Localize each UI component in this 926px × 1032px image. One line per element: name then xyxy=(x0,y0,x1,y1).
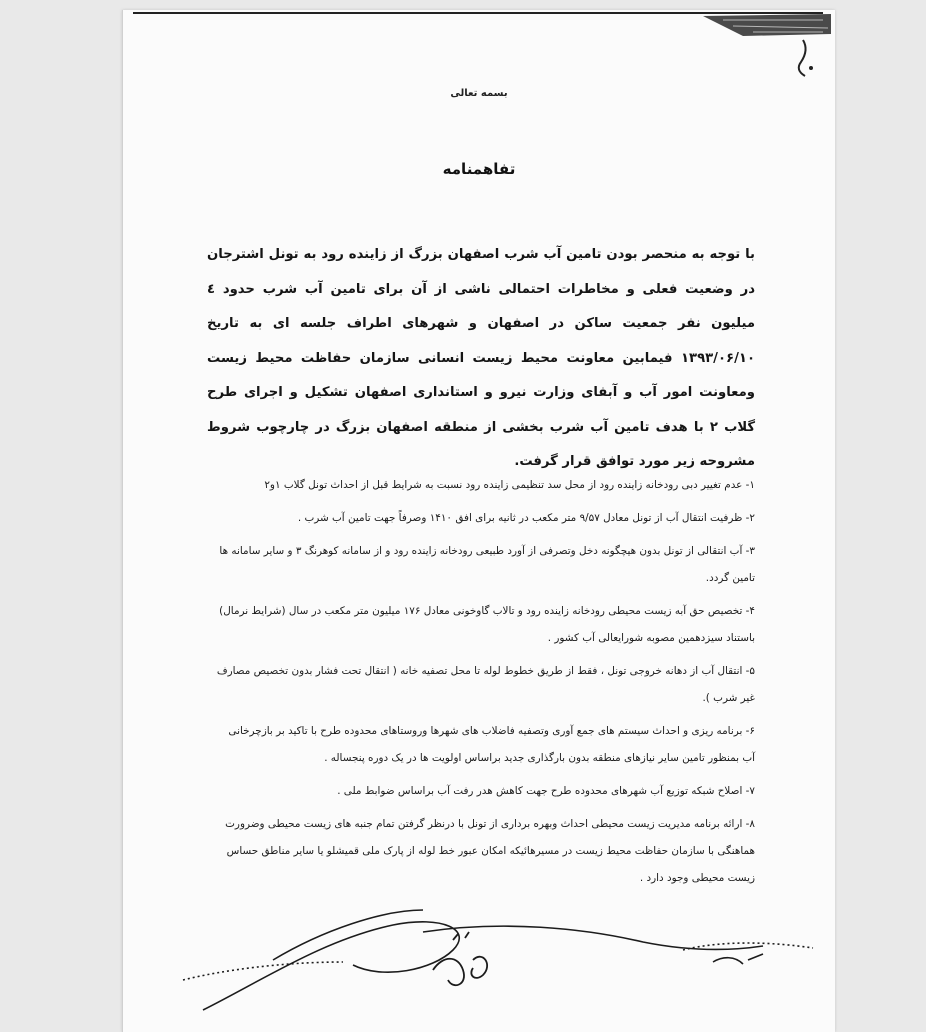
signature-left xyxy=(183,910,459,1010)
term-item-7: ۷- اصلاح شبکه توزیع آب شهرهای محدوده طرح جهت کاهش هدر رفت آب براساس ضوابط ملی . xyxy=(337,785,755,797)
term-item-6: ۶- برنامه ریزی و احداث سیستم های جمع آوری وتصفیه فاضلاب های شهرها وروستاهای محدوده طرح با تاکید بر بازچرخانی آب بمنظور تامین سایر نیازهای منطقه بدون بارگذاری جدید براساس اولویت ها در یک دوره پنجساله . xyxy=(228,725,755,764)
terms-list xyxy=(215,472,755,898)
term-item-5: ۵- انتقال آب از دهانه خروجی تونل ، فقط از طریق خطوط لوله تا محل تصفیه خانه ( انتقال تحت فشار بدون تخصیص مصارف غیر شرب ). xyxy=(216,665,755,704)
term-item-1: ۱- عدم تغییر دبی رودخانه زاینده رود از محل سد تنظیمی زاینده رود نسبت به شرایط قبل از احداث تونل گلاب ۱و۲ xyxy=(264,479,755,491)
invocation-text: بسمه تعالی xyxy=(450,88,508,99)
term-item-2: ۲- ظرفیت انتقال آب از تونل معادل ۹/۵۷ متر مکعب در ثانیه برای افق ۱۴۱۰ وصرفاً جهت تامین آب شرب . xyxy=(297,512,755,524)
document-page xyxy=(122,10,835,1032)
intro-paragraph: با توجه به منحصر بودن تامین آب شرب اصفهان بزرگ از زاینده رود به تونل اشترجان در وضعیت فعلی و مخاطرات احتمالی ناشی از آن برای تامین آب شرب حدود ٤ میلیون نفر جمعیت ساکن در اصفهان و شهرهای اطراف جلسه ای به تاریخ ۱۳۹۳/۰۶/۱۰ فیمابین معاونت محیط زیست انسانی سازمان حفاظت محیط زیست ومعاونت امور آب و آبفای وزارت نیرو و استانداری اصفهان تشکیل و اجرای طرح گلاب ۲ با هدف تامین آب شرب بخشی از منطقه اصفهان بزرگ در چارچوب شروط مشروحه زیر مورد توافق قرار گرفت. xyxy=(207,247,756,469)
term-item-8: ۸- ارائه برنامه مدیریت زیست محیطی احداث وبهره برداری از تونل با درنظر گرفتن تمام جنبه های زیست محیطی وضرورت هماهنگی با سازمان حفاظت محیط زیست در مسیرهائیکه امکان عبور خط لوله از پارک ملی قمیشلو یا سایر مناطق حساس زیست محیطی وجود دارد . xyxy=(225,818,755,884)
signature-right xyxy=(423,926,813,964)
document-title: تفاهمنامه xyxy=(442,160,516,178)
signatures-area xyxy=(123,870,835,1032)
corner-scan-mark xyxy=(683,10,833,90)
term-item-3: ۳- آب انتقالی از تونل بدون هیچگونه دخل وتصرفی از آورد طبیعی رودخانه زاینده رود و از سامانه کوهرنگ ۳ و سایر سامانه ها تامین گردد. xyxy=(219,545,755,584)
term-item-4: ۴- تخصیص حق آبه زیست محیطی رودخانه زاینده رود و تالاب گاوخونی معادل ۱۷۶ میلیون متر مکعب در سال (شرایط نرمال) باستناد سیزدهمین مصوبه شورایعالی آب کشور . xyxy=(219,605,755,644)
